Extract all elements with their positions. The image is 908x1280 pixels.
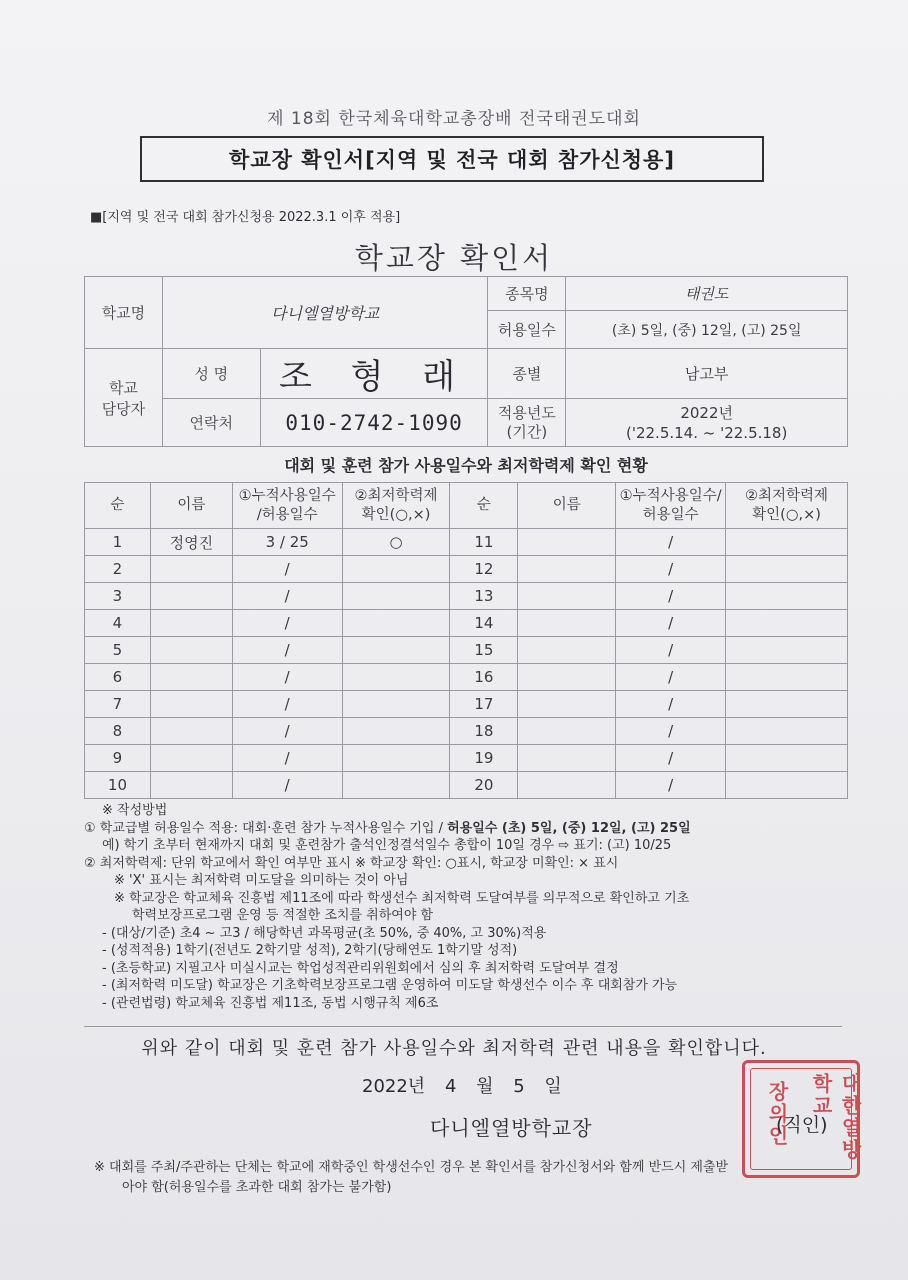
note-2b: ※ 학교장은 학교체육 진흥법 제11조에 따라 학생선수 최저학력 도달여부를 의무적으로 확인하고 기초	[114, 890, 690, 906]
row-days: /	[232, 556, 342, 583]
row-days: /	[616, 691, 726, 718]
row-min	[342, 664, 450, 691]
year-label-line1: 적용년도	[497, 403, 556, 422]
row-name	[518, 772, 616, 799]
year-label	[488, 399, 566, 447]
row-min	[342, 772, 450, 799]
note-1a	[84, 820, 854, 838]
main-title: 학교장 확인서	[354, 241, 554, 275]
row-name	[150, 583, 232, 610]
writing-notes	[84, 802, 854, 1012]
row-days: /	[616, 664, 726, 691]
staff-name-label: 성 명	[162, 349, 260, 399]
row-min	[726, 745, 848, 772]
table-row	[85, 772, 848, 799]
year-value: 2022년	[680, 403, 733, 422]
row-min	[726, 772, 848, 799]
header-min-line2: 확인(○,×)	[361, 506, 431, 523]
seal-text-col1: 대한열방학교	[809, 1073, 862, 1161]
row-min	[342, 637, 450, 664]
row-no: 6	[85, 664, 151, 691]
header-min2-line2: 확인(○,×)	[752, 506, 821, 523]
row-name	[150, 610, 232, 637]
school-name-value: 다니엘열방학교	[162, 277, 488, 349]
header-days-2	[616, 483, 726, 529]
row-no: 17	[450, 691, 518, 718]
row-min: ○	[342, 529, 450, 556]
row-no: 8	[85, 718, 151, 745]
staff-label	[85, 349, 163, 447]
table-row	[85, 691, 848, 718]
row-days: /	[616, 745, 726, 772]
allowed-days-label: 허용일수	[488, 311, 566, 349]
seal-text-col2: 장의인	[765, 1081, 789, 1147]
table-row	[85, 610, 848, 637]
row-days: /	[232, 610, 342, 637]
row-name	[150, 745, 232, 772]
footer-line1: ※ 대회를 주최/주관하는 단체는 학교에 재학중인 학생선수인 경우 본 확인서를 참가신청서와 함께 반드시 제출받	[94, 1160, 729, 1175]
row-name	[150, 718, 232, 745]
document-title-box	[140, 136, 764, 182]
row-name	[150, 691, 232, 718]
table-row	[85, 529, 848, 556]
date-month: 4 월	[444, 1076, 494, 1097]
row-days: /	[232, 691, 342, 718]
division-label: 종별	[488, 349, 566, 399]
seal-label: (직인)	[776, 1114, 828, 1136]
note-1b: 예) 학기 초부터 현재까지 대회 및 훈련참가 출석인정결석일수 총합이 10일 경우 ⇨ 표기: (고) 10/25	[102, 838, 672, 853]
apply-note: ■[지역 및 전국 대회 참가신청용 2022.3.1 이후 적용]	[90, 210, 401, 225]
row-name	[518, 529, 616, 556]
header-min-2	[726, 483, 848, 529]
row-no: 5	[85, 637, 151, 664]
header-days-line2: /허용일수	[256, 506, 318, 523]
row-name	[518, 556, 616, 583]
row-days: /	[232, 637, 342, 664]
detail-3: - (초등학교) 지필고사 미실시교는 학업성적관리위원회에서 심의 후 최저학력 도달여부 결정	[102, 960, 619, 976]
status-table-body	[85, 529, 848, 799]
header-min-line1: ②최저학력제	[354, 487, 438, 504]
row-min	[342, 556, 450, 583]
status-table	[84, 482, 848, 799]
staff-label-line1: 학교	[108, 378, 138, 397]
divider	[84, 1026, 842, 1027]
staff-name-signature: 조 형 래	[260, 349, 488, 399]
table-row	[85, 637, 848, 664]
row-no: 13	[450, 583, 518, 610]
row-days: /	[232, 772, 342, 799]
note-2c: 학력보장프로그램 운영 등 적절한 조치를 취하여야 함	[132, 908, 434, 923]
row-name	[518, 745, 616, 772]
row-no: 12	[450, 556, 518, 583]
table-row	[85, 556, 848, 583]
school-name-label: 학교명	[85, 277, 163, 349]
table-row	[85, 745, 848, 772]
note-2: ② 최저학력제: 단위 학교에서 확인 여부만 표시 ※ 학교장 확인: ○표시, 학교장 미확인: × 표시	[84, 855, 619, 871]
row-name	[518, 583, 616, 610]
note-1a-bold: 허용일수 (초) 5일, (중) 12일, (고) 25일	[447, 820, 691, 836]
row-min	[342, 691, 450, 718]
row-no: 2	[85, 556, 151, 583]
row-no: 14	[450, 610, 518, 637]
header-days2-line1: ①누적사용일수/	[619, 487, 722, 504]
row-days: /	[616, 583, 726, 610]
row-days: /	[616, 718, 726, 745]
header-no-2: 순	[450, 483, 518, 529]
row-days: /	[232, 745, 342, 772]
row-no: 16	[450, 664, 518, 691]
contact-value: 010-2742-1090	[260, 399, 488, 447]
allowed-days-value: (초) 5일, (중) 12일, (고) 25일	[566, 311, 848, 349]
row-name	[518, 718, 616, 745]
row-min	[726, 610, 848, 637]
note-1a-text: ① 학교급별 허용일수 적용: 대회·훈련 참가 누적사용일수 기입 /	[84, 820, 448, 836]
detail-2: - (성적적용) 1학기(전년도 2학기말 성적), 2학기(당해연도 1학기말 성적)	[102, 943, 518, 958]
row-name	[518, 637, 616, 664]
header-min	[342, 483, 450, 529]
row-no: 7	[85, 691, 151, 718]
footer-line2: 아야 함(허용일수를 초과한 대회 참가는 불가함)	[122, 1180, 392, 1195]
row-no: 20	[450, 772, 518, 799]
row-no: 18	[450, 718, 518, 745]
status-title: 대회 및 훈련 참가 사용일수와 최저학력제 확인 현황	[284, 456, 648, 475]
year-value-cell	[566, 399, 848, 447]
row-min	[342, 610, 450, 637]
contact-label: 연락처	[162, 399, 260, 447]
row-no: 1	[85, 529, 151, 556]
row-min	[726, 556, 848, 583]
row-min	[726, 637, 848, 664]
staff-label-line2: 담당자	[101, 399, 146, 418]
row-name: 정영진	[150, 529, 232, 556]
header-days-line1: ①누적사용일수	[238, 487, 336, 504]
header-no: 순	[85, 483, 151, 529]
table-row	[85, 664, 848, 691]
row-days: /	[616, 556, 726, 583]
row-days: /	[616, 529, 726, 556]
row-no: 3	[85, 583, 151, 610]
row-min	[726, 664, 848, 691]
principal-title: 다니엘열방학교장	[430, 1116, 593, 1140]
table-row	[85, 583, 848, 610]
row-min	[726, 529, 848, 556]
row-no: 9	[85, 745, 151, 772]
row-name	[150, 556, 232, 583]
sport-label: 종목명	[488, 277, 566, 311]
row-name	[150, 637, 232, 664]
row-no: 4	[85, 610, 151, 637]
header-min2-line1: ②최저학력제	[745, 487, 829, 504]
header-days	[232, 483, 342, 529]
table-row	[85, 718, 848, 745]
date-day: 5 일	[513, 1076, 562, 1097]
detail-4: - (최저학력 미도달) 학교장은 기초학력보장프로그램 운영하여 미도달 학생선수 이수 후 대회참가 가능	[102, 978, 678, 993]
row-name	[150, 772, 232, 799]
year-label-line2: (기간)	[506, 422, 548, 441]
division-value: 남고부	[566, 349, 848, 399]
header-name: 이름	[150, 483, 232, 529]
detail-1: - (대상/기준) 초4 ~ 고3 / 해당학년 과목평균(초 50%, 중 40%, 고 30%)적용	[102, 925, 547, 941]
footer-note	[94, 1158, 854, 1198]
row-no: 15	[450, 637, 518, 664]
school-info-table	[84, 276, 848, 447]
row-min	[342, 745, 450, 772]
header-name-2: 이름	[518, 483, 616, 529]
note-2a: ※ 'X' 표시는 최저학력 미도달을 의미하는 것이 아님	[114, 873, 409, 888]
row-days: /	[232, 664, 342, 691]
row-days: /	[616, 772, 726, 799]
row-days: /	[616, 637, 726, 664]
event-title: 제 18회 한국체육대학교총장배 전국태권도대회	[267, 109, 641, 129]
row-days: /	[232, 718, 342, 745]
row-name	[150, 664, 232, 691]
row-name	[518, 664, 616, 691]
row-days: /	[616, 610, 726, 637]
row-no: 19	[450, 745, 518, 772]
row-no: 11	[450, 529, 518, 556]
date-year: 2022년	[362, 1076, 426, 1097]
row-min	[342, 583, 450, 610]
period-value: ('22.5.14. ~ '22.5.18)	[625, 423, 788, 442]
row-no: 10	[85, 772, 151, 799]
notes-heading: ※ 작성방법	[102, 803, 168, 818]
row-name	[518, 610, 616, 637]
row-min	[726, 583, 848, 610]
row-min	[726, 718, 848, 745]
header-days2-line2: 허용일수	[642, 506, 699, 523]
row-name	[518, 691, 616, 718]
document-title: 학교장 확인서[지역 및 전국 대회 참가신청용]	[229, 148, 675, 172]
row-min	[342, 718, 450, 745]
issue-date	[362, 1072, 562, 1098]
detail-5: - (관련법령) 학교체육 진흥법 제11조, 동법 시행규칙 제6조	[102, 995, 439, 1011]
sport-value: 태권도	[566, 277, 848, 311]
row-days: /	[232, 583, 342, 610]
row-min	[726, 691, 848, 718]
confirm-statement: 위와 같이 대회 및 훈련 참가 사용일수와 최저학력 관련 내용을 확인합니다.	[141, 1038, 767, 1059]
row-days: 3 / 25	[232, 529, 342, 556]
